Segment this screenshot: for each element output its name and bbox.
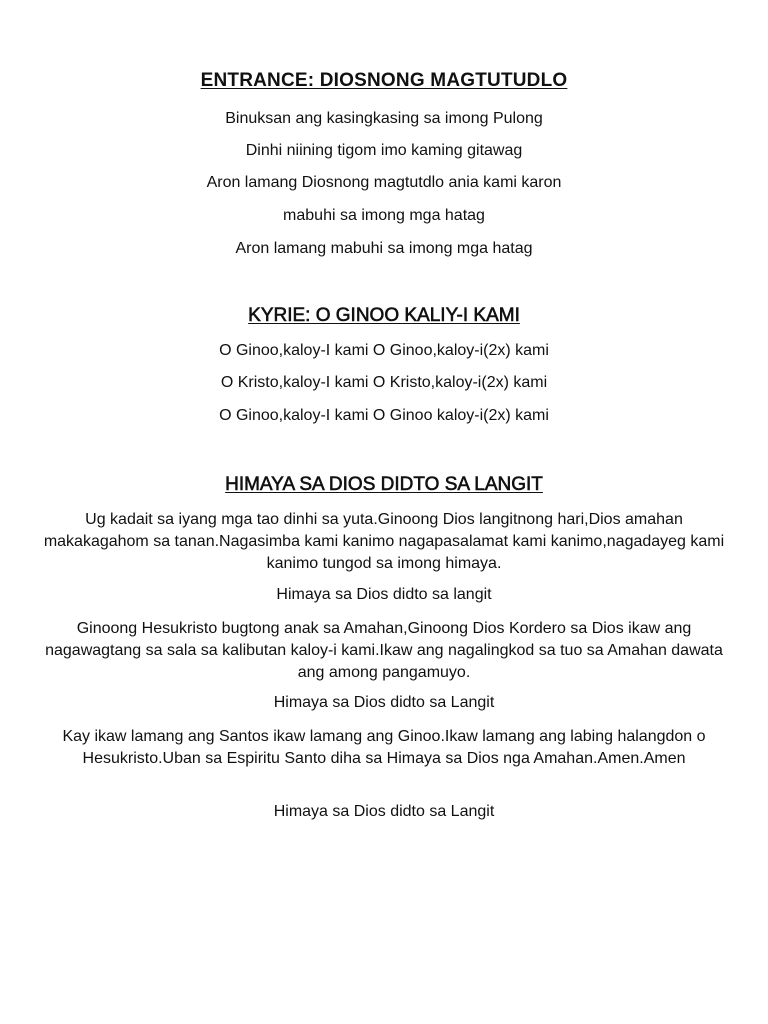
entrance-line: Binuksan ang kasingkasing sa imong Pulong [225,110,543,127]
entrance-line: Aron lamang Diosnong magtutdlo ania kami karon [206,174,562,191]
gloria-refrain: Himaya sa Dios didto sa Langit [273,694,495,711]
kyrie-line: O Ginoo,kaloy-I kami O Ginoo kaloy-i(2x) kami [219,407,549,424]
gloria-verse: Ug kadait sa iyang mga tao dinhi sa yuta.Ginoong Dios langitnong hari,Dios amahan makakagahom sa tanan.Nagasimba kami kanimo nagapasalamat kami kanimo,nagadayeg kami kanimo tungod sa imong himaya. [43,511,725,572]
gloria-title: HIMAYA SA DIOS DIDTO SA LANGIT [225,474,543,495]
entrance-title: ENTRANCE: DIOSNONG MAGTUTUDLO [200,70,568,91]
kyrie-line: O Kristo,kaloy-I kami O Kristo,kaloy-i(2x) kami [220,374,548,391]
kyrie-line: O Ginoo,kaloy-I kami O Ginoo,kaloy-i(2x) kami [219,342,549,359]
gloria-verse: Kay ikaw lamang ang Santos ikaw lamang ang Ginoo.Ikaw lamang ang labing halangdon o Hesukristo.Uban sa Espiritu Santo diha sa Himaya sa Dios nga Amahan.Amen.Amen [62,728,706,767]
entrance-line: mabuhi sa imong mga hatag [283,207,485,224]
gloria-verse: Ginoong Hesukristo bugtong anak sa Amahan,Ginoong Dios Kordero sa Dios ikaw ang nagawagtang sa sala sa kalibutan kaloy-i kami.Ikaw ang nagalingkod sa tuo sa Amahan dawata ang among pangamuyo. [45,620,723,681]
entrance-line: Aron lamang mabuhi sa imong mga hatag [235,240,533,257]
kyrie-title: KYRIE: O GINOO KALIY-I KAMI [248,305,520,326]
gloria-refrain: Himaya sa Dios didto sa Langit [273,803,495,820]
entrance-line: Dinhi niining tigom imo kaming gitawag [245,142,523,159]
gloria-refrain: Himaya sa Dios didto sa langit [276,586,492,603]
